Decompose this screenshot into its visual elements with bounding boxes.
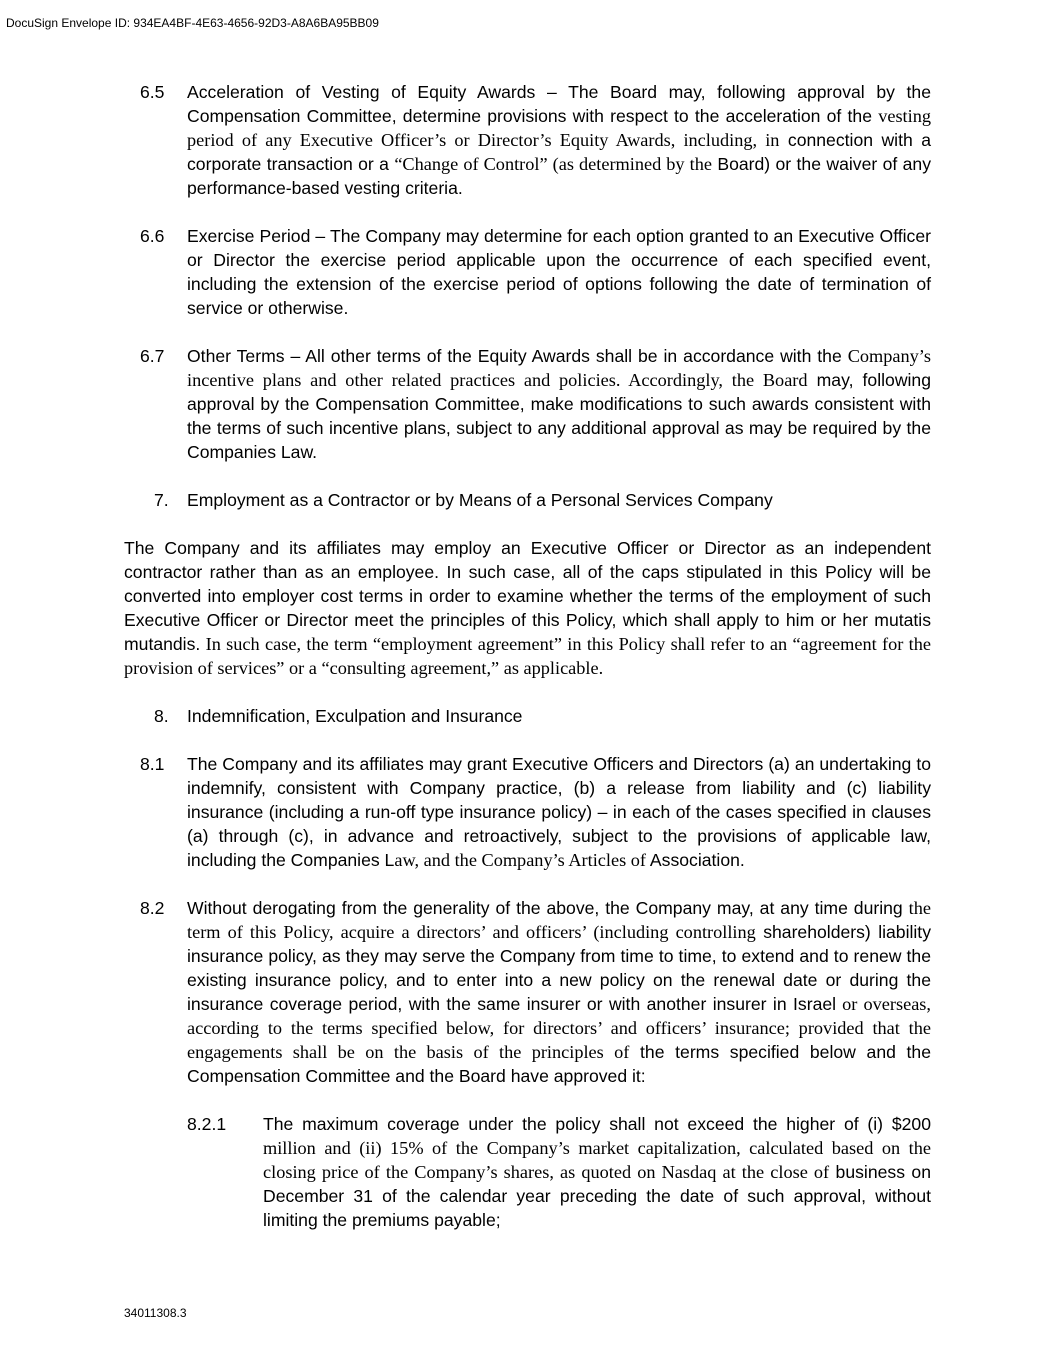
section-number: 6.7 <box>140 346 165 366</box>
section-8-2-1 <box>124 1112 931 1232</box>
section-number: 6.6 <box>140 226 165 246</box>
heading-8 <box>124 704 931 728</box>
document-body <box>124 80 931 1232</box>
heading-7 <box>124 488 931 512</box>
section-6-6 <box>124 224 931 320</box>
section-text-serif: Company’s incentive plans and other related practices and policies. Accordingly, the Board <box>187 346 931 390</box>
section-8-1 <box>124 752 931 872</box>
document-footer-id: 34011308.3 <box>124 1306 187 1320</box>
section-text: Exercise Period – The Company may determine for each option granted to an Executive Officer or Director the exercise period applicable upon the occurrence of each specified event, including the extension of the exercise period of options following the date of termination of service or otherwise. <box>187 226 931 318</box>
subsection-text: The maximum coverage under the policy shall not exceed the higher of (i) $200 <box>263 1114 931 1134</box>
heading-title: Indemnification, Exculpation and Insurance <box>187 706 523 726</box>
section-6-7 <box>124 344 931 464</box>
section-text-serif: the term of this Policy, acquire a directors’ and officers’ (including controlling <box>187 898 931 942</box>
section-text: shareholders) liability insurance policy, as they may serve the Company from time to time, to extend and to renew the existing insurance policy, and to enter into a new policy on the renewal date or during the insurance coverage period, with the same insurer or with another insurer in Israel <box>187 922 931 1014</box>
section-text: may, following approval by the Compensation Committee, make modifications to such awards consistent with the terms of such incentive plans, subject to any additional approval as may be required by the Companies Law. <box>187 370 932 462</box>
section-number: 8.2 <box>140 898 165 918</box>
subsection-text: business on December 31 of the calendar year preceding the date of such approval, without limiting the premiums payable; <box>263 1162 931 1230</box>
section-text: Without derogating from the generality of the above, the Company may, at any time during <box>187 898 909 918</box>
section-text: connection with a corporate transaction or a <box>187 130 931 174</box>
heading-number: 8. <box>154 706 169 726</box>
section-text: Acceleration of Vesting of Equity Awards – The Board may, following approval by the Compensation Committee, determine provisions with respect to the acceleration of the <box>187 82 931 126</box>
subsection-text-serif: million and (ii) 15% of the Company’s market capitalization, calculated based on the closing price of the Company’s shares, as quoted on Nasdaq at the close of <box>263 1138 931 1182</box>
section-6-5 <box>124 80 931 200</box>
docusign-envelope-id: DocuSign Envelope ID: 934EA4BF-4E63-4656-92D3-A8A6BA95BB09 <box>6 16 379 30</box>
section-text: Association. <box>646 850 745 870</box>
section-number: 6.5 <box>140 82 165 102</box>
paragraph-text-serif: In such case, the term “employment agreement” in this Policy shall refer to an “agreement for the provision of services” or a “consulting agreement,” as applicable. <box>124 634 931 678</box>
section-text-serif: or overseas, according to the terms specified below, for directors’ and officers’ insurance; provided that the engagements shall be on the basis of the principles of <box>187 994 931 1062</box>
section-text-serif: “Change of Control” (as determined by the <box>394 154 712 174</box>
section-text-serif: aw, and the Company’s Articles of <box>394 850 647 870</box>
section-number: 8.1 <box>140 754 165 774</box>
subsection-number: 8.2.1 <box>187 1114 227 1134</box>
heading-title: Employment as a Contractor or by Means of a Personal Services Company <box>187 490 773 510</box>
section-text: Board) or the waiver of any performance-based vesting criteria. <box>187 154 931 198</box>
paragraph-7 <box>124 536 931 680</box>
section-text-serif: vesting period of any Executive Officer’s or Director’s Equity Awards, including, in <box>187 106 931 150</box>
paragraph-text: The Company and its affiliates may employ an Executive Officer or Director as an independent contractor rather than as an employee. In such case, all of the caps stipulated in this Policy will be converted into employer cost terms in order to examine whether the terms of the employment of such Executive Officer or Director meet the principles of this Policy, which shall apply to him or her mutatis mutandis. <box>124 538 931 654</box>
heading-number: 7. <box>154 490 169 510</box>
section-8-2 <box>124 896 931 1088</box>
section-text: the terms specified below and the Compensation Committee and the Board have approved it: <box>187 1042 932 1086</box>
section-text: The Company and its affiliates may grant Executive Officers and Directors (a) an undertaking to indemnify, consistent with Company practice, (b) a release from liability and (c) liability insurance (including a run-off type insurance policy) – in each of the cases specified in clauses (a) through (c), in advance and retroactively, subject to the provisions of applicable law, including the Companies L <box>187 754 931 870</box>
section-text: Other Terms – All other terms of the Equity Awards shall be in accordance with the <box>187 346 848 366</box>
